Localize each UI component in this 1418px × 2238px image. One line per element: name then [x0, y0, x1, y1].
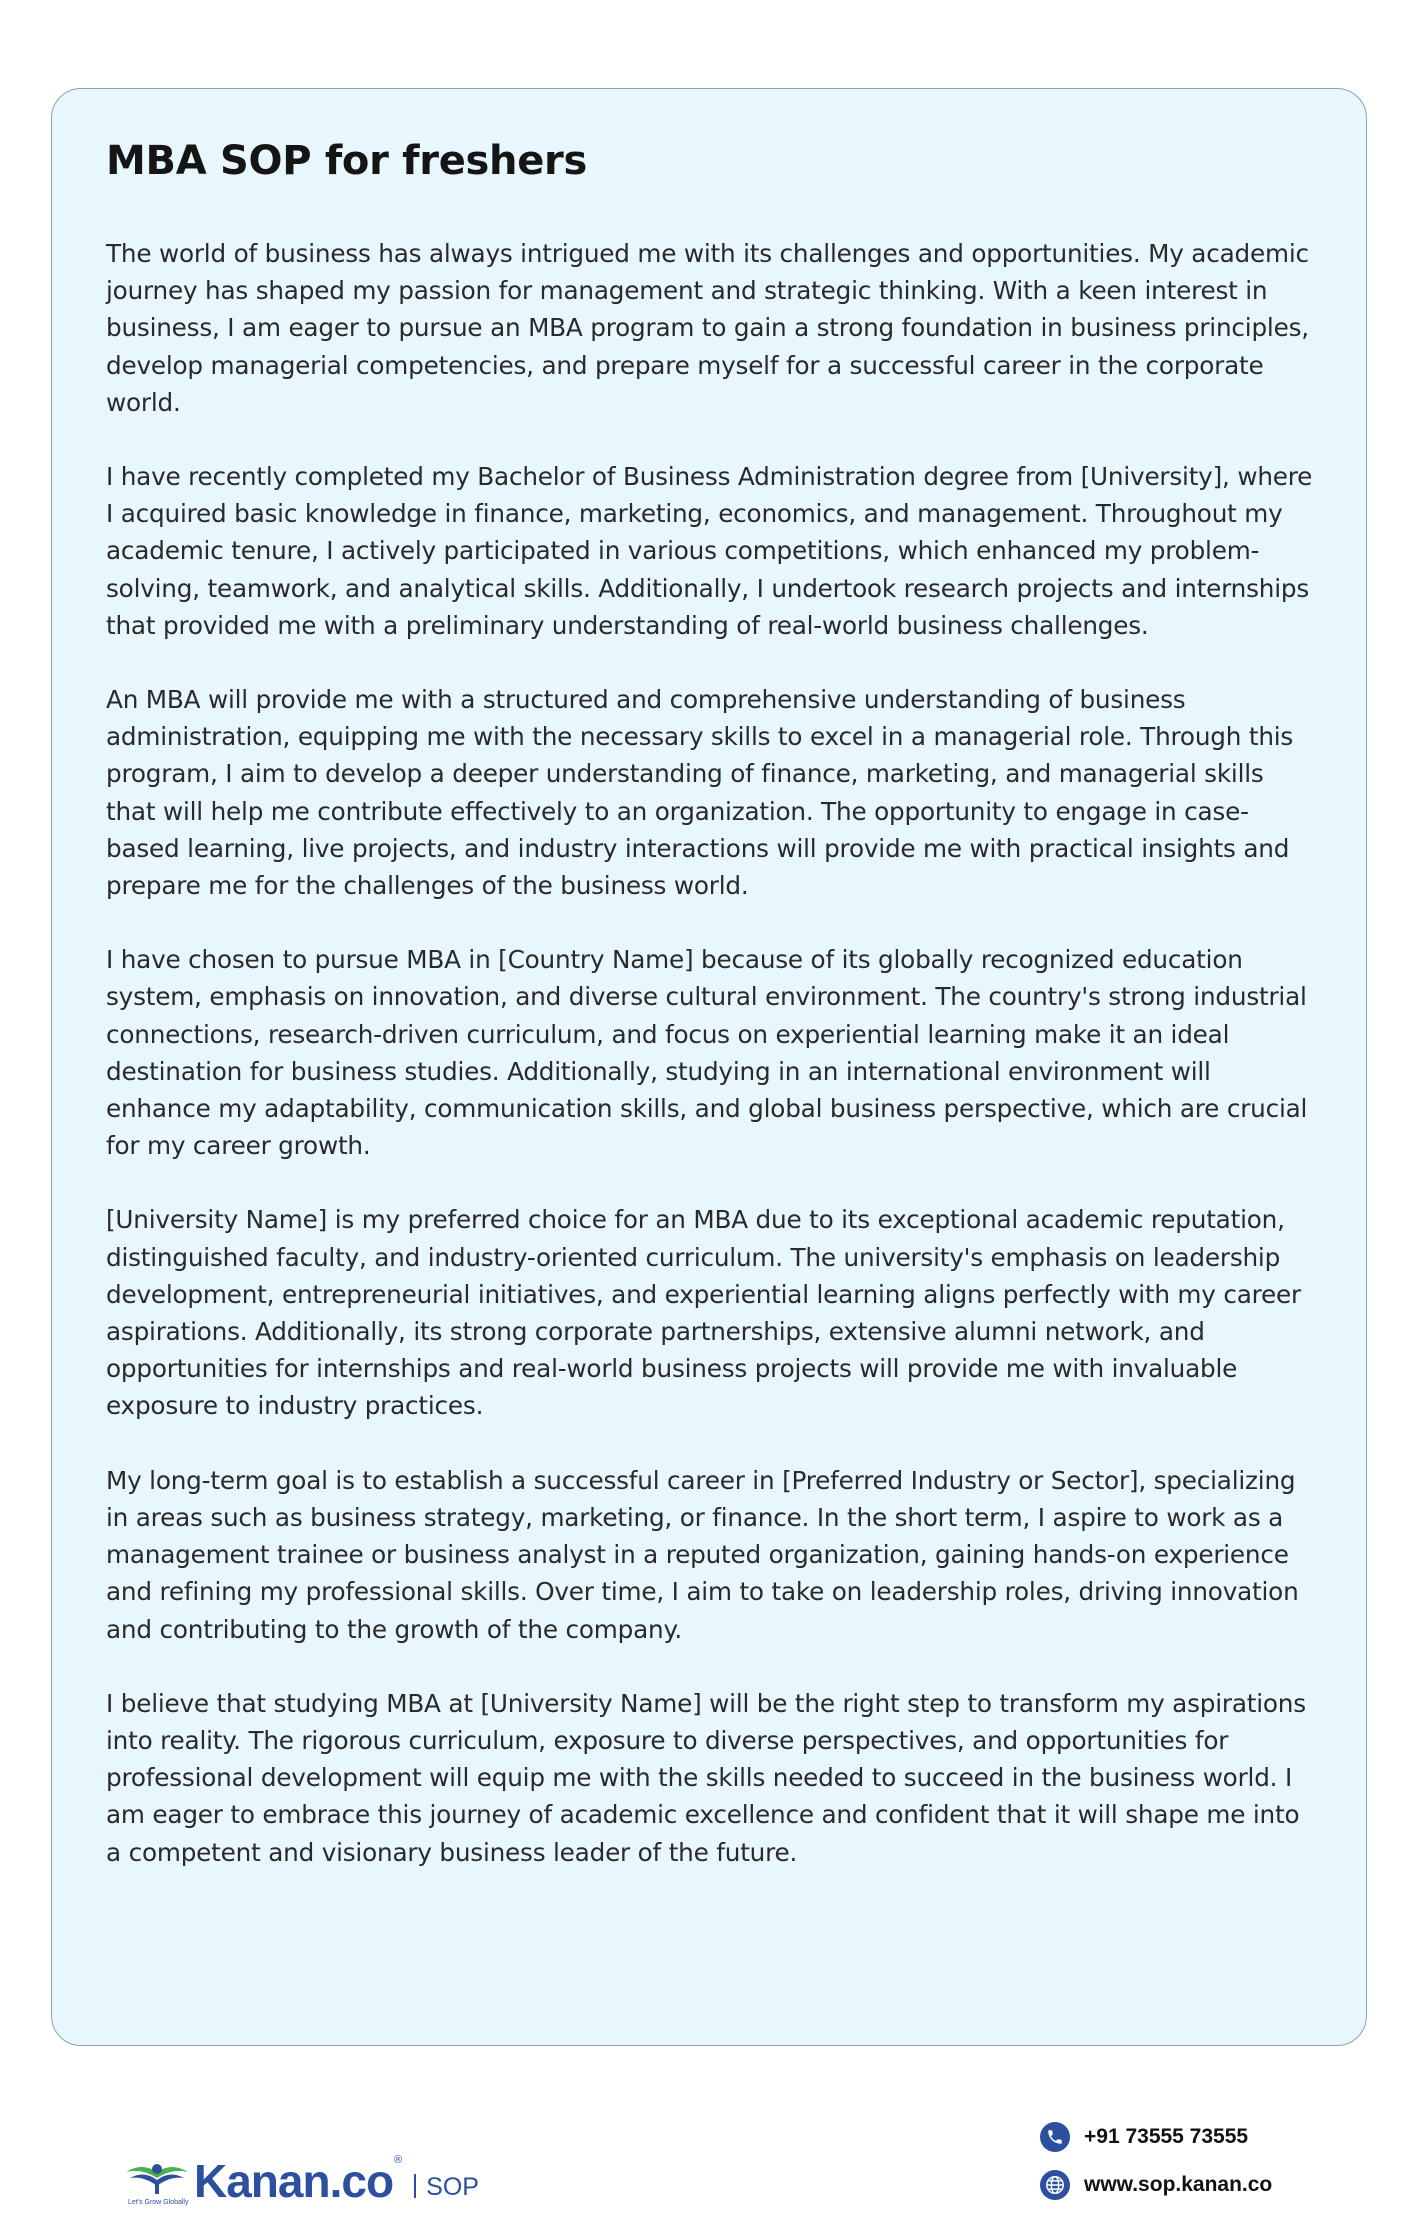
kanan-logo-mark-icon [124, 2158, 190, 2204]
logo-tagline: Let's Grow Globally [128, 2199, 189, 2206]
phone-number: +91 73555 73555 [1084, 2125, 1249, 2148]
sop-card [51, 88, 1367, 2046]
logo-registered-mark: ® [394, 2154, 403, 2166]
globe-icon [1040, 2170, 1070, 2200]
website-url: www.sop.kanan.co [1084, 2173, 1273, 2196]
logo-sub-label: SOP [426, 2173, 479, 2201]
contact-website[interactable] [1040, 2170, 1272, 2200]
contact-phone[interactable] [1040, 2122, 1248, 2152]
paragraph-why-mba: An MBA will provide me with a structured and comprehensive understanding of business administration, equipping me with the necessary skills to excel in a managerial role. Through this program, I aim to develop a deeper understanding of finance, marketing, and managerial skills that will help me contribute effectively to an organization. The opportunity to engage in case-based learning, live projects, and industry interactions will provide me with practical insights and prepare me for the challenges of the business world. [106, 685, 1294, 901]
logo-wordmark: Kanan.co [194, 2155, 394, 2207]
phone-icon [1040, 2122, 1070, 2152]
paragraph-why-country: I have chosen to pursue MBA in [Country Name] because of its globally recognized education system, emphasis on innovation, and diverse cultural environment. The country's strong industrial connections, research-driven curriculum, and focus on experiential learning make it an ideal destination for business studies. Additionally, studying in an international environment will enhance my adaptability, communication skills, and global business perspective, which are crucial for my career growth. [106, 945, 1308, 1161]
paragraph-education: I have recently completed my Bachelor of Business Administration degree from [University], where I acquired basic knowledge in finance, marketing, economics, and management. Throughout my academic tenure, I actively participated in various competitions, which enhanced my problem-solving, teamwork, and analytical skills. Additionally, I undertook research projects and internships that provided me with a preliminary understanding of real-world business challenges. [106, 462, 1313, 640]
paragraph-why-university: [University Name] is my preferred choice for an MBA due to its exceptional academic reputation, distinguished faculty, and industry-oriented curriculum. The university's emphasis on leadership development, entrepreneurial initiatives, and experiential learning aligns perfectly with my career aspirations. Additionally, its strong corporate partnerships, extensive alumni network, and opportunities for internships and real-world business projects will provide me with invaluable exposure to industry practices. [106, 1205, 1301, 1421]
kanan-logo[interactable] [124, 2148, 479, 2207]
document-title: MBA SOP for freshers [106, 138, 587, 184]
paragraph-intro: The world of business has always intrigued me with its challenges and opportunities. My academic journey has shaped my passion for management and strategic thinking. With a keen interest in business, I am eager to pursue an MBA program to gain a strong foundation in business principles, develop managerial competencies, and prepare myself for a successful career in the corporate world. [106, 239, 1309, 417]
logo-divider [414, 2174, 416, 2198]
paragraph-conclusion: I believe that studying MBA at [University Name] will be the right step to transform my aspirations into reality. The rigorous curriculum, exposure to diverse perspectives, and opportunities for professional development will equip me with the skills needed to succeed in the business world. I am eager to embrace this journey of academic excellence and confident that it will shape me into a competent and visionary business leader of the future. [106, 1688, 1306, 1867]
paragraph-career-goals: My long-term goal is to establish a successful career in [Preferred Industry or Sector], specializing in areas such as business strategy, marketing, or finance. In the short term, I aspire to work as a management trainee or business analyst in a reputed organization, gaining hands-on experience and refining my professional skills. Over time, I aim to take on leadership roles, driving innovation and contributing to the growth of the company. [106, 1465, 1299, 1644]
